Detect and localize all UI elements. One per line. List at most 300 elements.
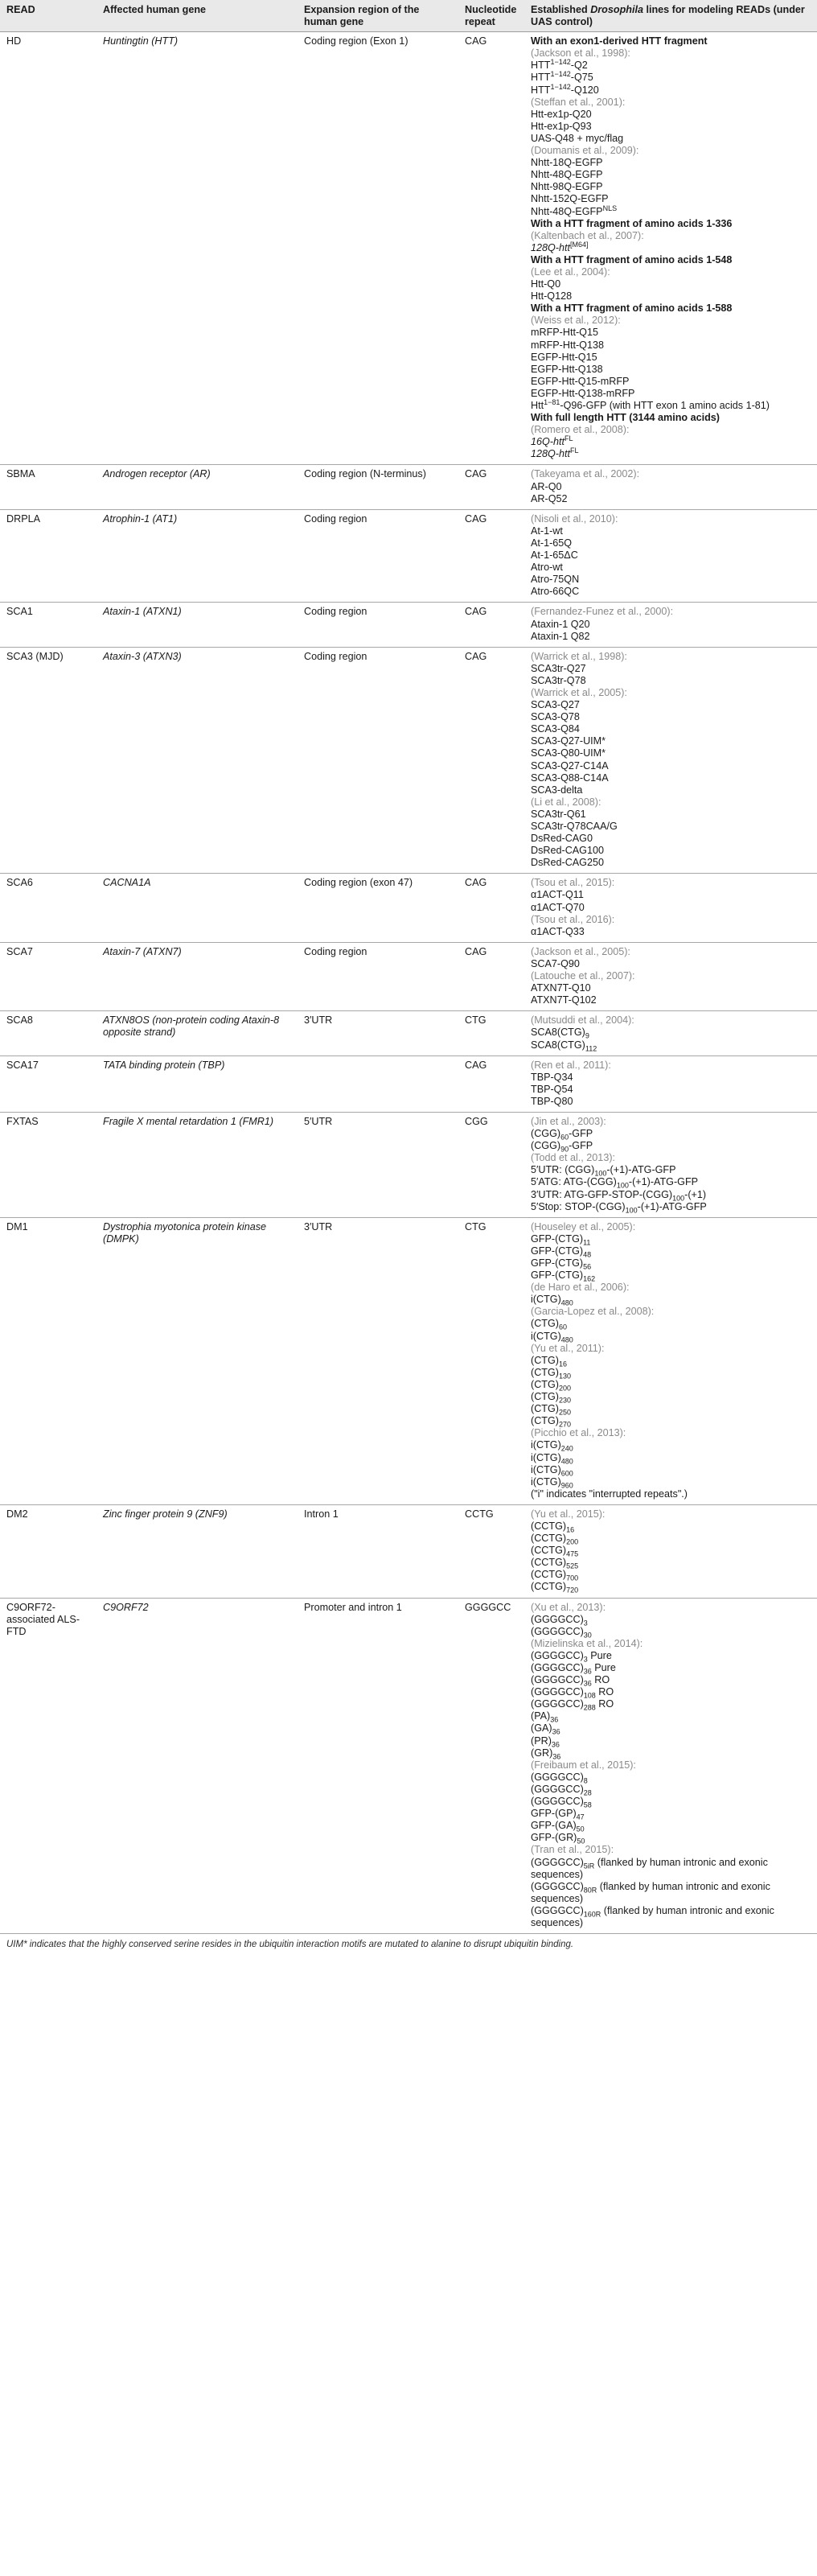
lines-cell	[524, 465, 817, 509]
fly-line	[531, 1832, 811, 1844]
region-cell: Coding region (exon 47)	[298, 874, 458, 942]
citation: (Romero et al., 2008):	[531, 424, 630, 436]
fly-line	[531, 1722, 811, 1734]
fly-line	[531, 72, 811, 84]
line-text: Htt-ex1p-Q20	[531, 108, 592, 120]
fly-line	[531, 352, 811, 364]
lines-cell	[524, 1504, 817, 1598]
lines-cell	[524, 509, 817, 603]
fly-line	[531, 388, 811, 400]
subscript: 36	[552, 1752, 561, 1761]
line-text: DsRed-CAG250	[531, 857, 604, 869]
line-text: (GR)	[531, 1747, 553, 1759]
subscript: 90	[560, 1145, 569, 1154]
subscript: 100	[625, 1206, 638, 1215]
line-text: 5′Stop: STOP-(CGG)	[531, 1200, 626, 1212]
fly-line	[531, 711, 811, 723]
subscript: 100	[594, 1169, 607, 1178]
line-text: SCA3-Q84	[531, 723, 580, 735]
line-text: -(+1)-ATG-GFP	[637, 1200, 707, 1212]
fly-line	[531, 181, 811, 193]
read-cell: SCA17	[0, 1056, 96, 1112]
subscript: 100	[672, 1194, 685, 1203]
fly-line	[531, 376, 811, 388]
fly-line	[531, 364, 811, 376]
gene-cell: C9ORF72	[96, 1598, 298, 1934]
fly-line	[531, 1772, 811, 1784]
fly-line	[531, 784, 811, 796]
citation: (Weiss et al., 2012):	[531, 315, 621, 327]
read-cell: SCA1	[0, 603, 96, 647]
fly-line	[531, 493, 811, 505]
subscript: 240	[560, 1444, 573, 1453]
fly-line	[531, 549, 811, 562]
read-cell: C9ORF72-associated ALS-FTD	[0, 1598, 96, 1934]
citation: (Lee et al., 2004):	[531, 265, 610, 278]
citation: (Warrick et al., 2005):	[531, 686, 627, 698]
line-text: SCA3tr-Q61	[531, 808, 586, 820]
table-body	[0, 32, 817, 1934]
fly-line	[531, 699, 811, 711]
line-text: α1ACT-Q33	[531, 925, 585, 937]
read-cell: SCA7	[0, 942, 96, 1010]
table-row	[0, 603, 817, 647]
line-text: i(CTG)	[531, 1439, 561, 1451]
line-text: Nhtt-152Q-EGFP	[531, 193, 609, 205]
read-cell: SCA8	[0, 1011, 96, 1056]
citation: (Warrick et al., 1998):	[531, 650, 627, 662]
line-text: -GFP	[569, 1140, 593, 1152]
line-text: (CGG)	[531, 1128, 561, 1140]
citation: (Fernandez-Funez et al., 2000):	[531, 606, 674, 618]
fly-line	[531, 1808, 811, 1820]
line-text: SCA8(CTG)	[531, 1027, 585, 1039]
subscript: 3	[583, 1619, 588, 1627]
fly-line	[531, 1686, 811, 1698]
fly-line	[531, 1533, 811, 1545]
citation: (Mizielinska et al., 2014):	[531, 1637, 643, 1649]
region-cell: Coding region	[298, 647, 458, 874]
repeat-cell: CAG	[458, 32, 524, 465]
header-affected-gene: Affected human gene	[96, 0, 298, 32]
repeat-cell: CTG	[458, 1011, 524, 1056]
line-text: (flanked by human intronic and exonic sequences)	[531, 1856, 768, 1880]
citation: (Steffan et al., 2001):	[531, 96, 626, 108]
gene-cell: Zinc finger protein 9 (ZNF9)	[96, 1504, 298, 1598]
fragment-heading: With an exon1-derived HTT fragment	[531, 35, 708, 47]
fly-line	[531, 1626, 811, 1638]
line-text-italic: 128Q-htt	[531, 448, 571, 460]
fly-line	[531, 1674, 811, 1686]
subscript: 475	[566, 1549, 579, 1558]
fly-line	[531, 121, 811, 133]
fly-line	[531, 857, 811, 869]
fly-line	[531, 958, 811, 970]
line-text: (CCTG)	[531, 1569, 567, 1581]
fly-line	[531, 982, 811, 994]
citation: (Tsou et al., 2016):	[531, 913, 615, 925]
line-text: Nhtt-48Q-EGFP	[531, 205, 603, 217]
fragment-heading: With a HTT fragment of amino acids 1-588	[531, 302, 733, 315]
subscript: 60	[560, 1133, 569, 1142]
line-text: SCA3-Q78	[531, 711, 580, 723]
line-text: (CTG)	[531, 1354, 559, 1366]
fly-line	[531, 1557, 811, 1569]
fly-line	[531, 1128, 811, 1140]
fly-line	[531, 663, 811, 675]
repeat-cell: CAG	[458, 1056, 524, 1112]
subscript: 50	[577, 1837, 585, 1846]
lines-cell	[524, 1598, 817, 1934]
line-text: mRFP-Htt-Q15	[531, 327, 598, 339]
citation: (de Haro et al., 2006):	[531, 1282, 630, 1294]
fly-line	[531, 1569, 811, 1581]
table-row	[0, 874, 817, 942]
subscript: 288	[583, 1703, 596, 1712]
line-text: HTT	[531, 84, 551, 96]
fly-line	[531, 1415, 811, 1427]
line-text: EGFP-Htt-Q138-mRFP	[531, 387, 635, 399]
region-cell: Intron 1	[298, 1504, 458, 1598]
line-text: Nhtt-48Q-EGFP	[531, 169, 603, 181]
fly-line	[531, 1820, 811, 1832]
citation: (Xu et al., 2013):	[531, 1601, 606, 1613]
line-text: mRFP-Htt-Q138	[531, 339, 604, 351]
fly-line	[531, 193, 811, 205]
fly-line	[531, 735, 811, 747]
fly-line	[531, 809, 811, 821]
line-text: GFP-(CTG)	[531, 1245, 584, 1257]
table-row	[0, 1056, 817, 1112]
subscript: 36	[552, 1727, 560, 1736]
line-text: RO	[591, 1674, 610, 1686]
superscript: 1−142	[550, 70, 571, 79]
citation: (Takeyama et al., 2002):	[531, 468, 640, 480]
subscript: 108	[583, 1691, 596, 1700]
citation: (Todd et al., 2013):	[531, 1152, 616, 1164]
line-text: (CTG)	[531, 1318, 559, 1330]
line-text: EGFP-Htt-Q15-mRFP	[531, 375, 630, 387]
subscript: 112	[585, 1044, 597, 1053]
line-text: At-1-65Q	[531, 537, 573, 549]
subscript: 56	[583, 1262, 592, 1271]
line-text: Atro-66QC	[531, 586, 580, 598]
fly-line	[531, 1857, 811, 1881]
fly-line	[531, 1476, 811, 1488]
citation: (Houseley et al., 2005):	[531, 1220, 636, 1232]
table-row	[0, 942, 817, 1010]
fly-line	[531, 1403, 811, 1415]
citation: (Latouche et al., 2007):	[531, 970, 635, 982]
fly-line	[531, 1189, 811, 1201]
fly-line	[531, 574, 811, 586]
fly-line	[531, 1796, 811, 1808]
repeat-cell: GGGGCC	[458, 1598, 524, 1934]
citation: (Doumanis et al., 2009):	[531, 145, 639, 157]
subscript: 480	[560, 1298, 573, 1307]
line-text: (GGGGCC)	[531, 1698, 584, 1710]
table-row	[0, 509, 817, 603]
region-cell: Coding region	[298, 603, 458, 647]
subscript: 11	[583, 1238, 591, 1247]
fly-line	[531, 525, 811, 537]
repeat-cell: CAG	[458, 647, 524, 874]
fly-line	[531, 1905, 811, 1929]
superscript: 1−142	[550, 82, 571, 91]
fly-line	[531, 169, 811, 181]
gene-cell: Huntingtin (HTT)	[96, 32, 298, 465]
superscript: FL	[570, 446, 579, 455]
line-text: EGFP-Htt-Q15	[531, 351, 597, 363]
citation: (Tran et al., 2015):	[531, 1844, 614, 1856]
subscript: 700	[566, 1574, 579, 1582]
subscript: 100	[616, 1181, 629, 1190]
line-text: At-1-65ΔC	[531, 549, 578, 562]
fly-line	[531, 397, 811, 412]
fly-line	[531, 1176, 811, 1188]
gene-cell: Androgen receptor (AR)	[96, 465, 298, 509]
subscript: 200	[558, 1384, 572, 1393]
line-text: (GGGGCC)	[531, 1796, 584, 1808]
line-text: (flanked by human intronic and exonic sequences)	[531, 1904, 774, 1928]
region-cell: 3′UTR	[298, 1217, 458, 1504]
line-text: -Q75	[570, 72, 593, 84]
line-text: SCA3-Q27-C14A	[531, 759, 609, 772]
fly-line	[531, 1662, 811, 1674]
line-text: ("i" indicates "interrupted repeats".)	[531, 1488, 688, 1500]
fly-line	[531, 723, 811, 735]
fly-line	[531, 1710, 811, 1722]
line-text: TBP-Q80	[531, 1095, 573, 1107]
repeat-cell: CAG	[458, 942, 524, 1010]
citation: (Kaltenbach et al., 2007):	[531, 229, 644, 241]
line-text: GFP-(CTG)	[531, 1232, 584, 1245]
gene-cell: Ataxin-7 (ATXN7)	[96, 942, 298, 1010]
subscript: 28	[583, 1788, 592, 1797]
fragment-heading: With a HTT fragment of amino acids 1-548	[531, 253, 733, 265]
line-text: (GGGGCC)	[531, 1880, 584, 1892]
fly-line	[531, 1391, 811, 1403]
subscript: 162	[583, 1274, 596, 1283]
fly-line	[531, 1881, 811, 1905]
gene-cell: TATA binding protein (TBP)	[96, 1056, 298, 1112]
line-text: SCA7-Q90	[531, 957, 580, 969]
subscript: 250	[558, 1408, 572, 1417]
header-lines-italic: Drosophila	[590, 4, 643, 15]
line-text: 3′UTR: ATG-GFP-STOP-(CGG)	[531, 1188, 673, 1200]
fly-line	[531, 448, 811, 460]
line-text: (GGGGCC)	[531, 1649, 584, 1661]
line-text: (GGGGCC)	[531, 1613, 584, 1625]
citation: (Yu et al., 2011):	[531, 1342, 605, 1354]
gene-cell: Atrophin-1 (AT1)	[96, 509, 298, 603]
lines-cell	[524, 603, 817, 647]
line-text: SCA3-Q27-UIM*	[531, 735, 606, 747]
fly-line	[531, 1452, 811, 1464]
subscript: 720	[566, 1586, 579, 1595]
fly-line	[531, 562, 811, 574]
line-text: i(CTG)	[531, 1463, 561, 1475]
line-text: RO	[595, 1698, 614, 1710]
line-text: TBP-Q34	[531, 1071, 573, 1083]
fly-line	[531, 1084, 811, 1096]
table-row	[0, 32, 817, 465]
line-text: (CTG)	[531, 1415, 559, 1427]
subscript: 36	[583, 1679, 592, 1688]
subscript: 36	[583, 1667, 592, 1676]
fly-line	[531, 1039, 811, 1051]
citation: (Li et al., 2008):	[531, 796, 601, 808]
line-text: DsRed-CAG100	[531, 845, 604, 857]
header-lines-pre: Established	[531, 4, 591, 15]
fly-line	[531, 1294, 811, 1306]
subscript: 36	[550, 1715, 559, 1724]
table-footnote: UIM* indicates that the highly conserved serine resides in the ubiquitin interaction motifs are mutated to alanine to disrupt ubiquitin binding.	[6, 1940, 574, 1950]
subscript: 36	[551, 1740, 560, 1749]
table-row	[0, 1598, 817, 1934]
subscript: 60	[558, 1323, 567, 1331]
line-text: Atro-75QN	[531, 574, 580, 586]
lines-cell	[524, 942, 817, 1010]
citation: (Jackson et al., 2005):	[531, 945, 630, 957]
line-text: -GFP	[569, 1128, 593, 1140]
subscript: 58	[583, 1800, 592, 1809]
line-text: 5′UTR: (CGG)	[531, 1164, 595, 1176]
table-row	[0, 1011, 817, 1056]
line-text: (CTG)	[531, 1366, 559, 1378]
line-text: GFP-(CTG)	[531, 1269, 584, 1282]
line-text: AR-Q52	[531, 492, 568, 504]
line-text: SCA3tr-Q78	[531, 674, 586, 686]
line-text: GFP-(CTG)	[531, 1257, 584, 1269]
citation: (Mutsuddi et al., 2004):	[531, 1014, 634, 1027]
line-text: i(CTG)	[531, 1294, 561, 1306]
citation: (Jin et al., 2003):	[531, 1115, 606, 1127]
fly-line	[531, 1355, 811, 1367]
line-text: (CCTG)	[531, 1581, 567, 1593]
line-text: SCA8(CTG)	[531, 1039, 585, 1051]
subscript: 480	[560, 1457, 573, 1466]
line-text: SCA3-Q88-C14A	[531, 772, 609, 784]
fly-line	[531, 206, 811, 218]
fly-line	[531, 1650, 811, 1662]
fly-line	[531, 327, 811, 339]
region-cell: 3′UTR	[298, 1011, 458, 1056]
fly-line	[531, 1735, 811, 1747]
line-text: (CCTG)	[531, 1545, 567, 1557]
line-text: ATXN7T-Q102	[531, 994, 597, 1006]
subscript: 50	[576, 1825, 585, 1833]
citation: (Yu et al., 2015):	[531, 1508, 606, 1520]
subscript: 3	[583, 1655, 588, 1664]
line-text: -(+1)-ATG-GFP	[606, 1164, 676, 1176]
gene-cell: Dystrophia myotonica protein kinase (DMPK)	[96, 1217, 298, 1504]
superscript: 1−142	[550, 58, 571, 67]
fly-line	[531, 902, 811, 914]
line-text: Htt-Q0	[531, 278, 561, 290]
line-text: UAS-Q48 + myc/flag	[531, 132, 624, 144]
region-cell: Coding region	[298, 942, 458, 1010]
fly-line	[531, 994, 811, 1006]
subscript: 9	[585, 1031, 589, 1040]
fly-line	[531, 747, 811, 759]
gene-cell: Ataxin-1 (ATXN1)	[96, 603, 298, 647]
line-text: -Q2	[570, 60, 588, 72]
fly-line	[531, 84, 811, 97]
fly-line	[531, 1520, 811, 1533]
line-text: SCA3-Q80-UIM*	[531, 747, 606, 759]
read-cell: SCA3 (MJD)	[0, 647, 96, 874]
region-cell: Coding region (Exon 1)	[298, 32, 458, 465]
line-text: (CCTG)	[531, 1557, 567, 1569]
fly-line	[531, 60, 811, 72]
header-row	[0, 0, 817, 32]
repeat-cell: CTG	[458, 1217, 524, 1504]
line-text: (GGGGCC)	[531, 1904, 584, 1916]
subscript: 30	[583, 1631, 592, 1640]
line-text: Atro-wt	[531, 562, 563, 574]
repeat-cell: CAG	[458, 603, 524, 647]
repeat-cell: CAG	[458, 509, 524, 603]
line-text: -Q96-GFP (with HTT exon 1 amino acids 1-81)	[560, 400, 770, 411]
read-cell: FXTAS	[0, 1112, 96, 1217]
header-lines-post: lines for modeling READs (under UAS control)	[531, 4, 805, 28]
line-text: EGFP-Htt-Q138	[531, 363, 603, 375]
line-text: RO	[595, 1686, 614, 1698]
line-text: (GGGGCC)	[531, 1662, 584, 1673]
lines-cell	[524, 32, 817, 465]
line-text: Htt-ex1p-Q93	[531, 120, 592, 132]
line-text: (CCTG)	[531, 1533, 567, 1545]
fly-line	[531, 278, 811, 290]
header-read: READ	[0, 0, 96, 32]
subscript: 480	[560, 1335, 573, 1344]
read-cell: SCA6	[0, 874, 96, 942]
line-text: SCA3tr-Q78CAA/G	[531, 821, 618, 832]
subscript: 525	[566, 1562, 579, 1570]
line-text: -Q120	[570, 84, 599, 96]
fly-line	[531, 1245, 811, 1257]
subscript: 960	[560, 1481, 573, 1490]
line-text: Nhtt-98Q-EGFP	[531, 181, 603, 193]
line-text: (GGGGCC)	[531, 1686, 584, 1698]
subscript: 16	[558, 1360, 567, 1368]
table-row	[0, 1112, 817, 1217]
line-text: ATXN7T-Q10	[531, 982, 591, 994]
fly-line	[531, 1464, 811, 1476]
line-text: Htt	[531, 400, 544, 411]
line-text: TBP-Q54	[531, 1083, 573, 1095]
gene-cell: ATXN8OS (non-protein coding Ataxin-8 opposite strand)	[96, 1011, 298, 1056]
line-text-italic: 16Q-htt	[531, 436, 565, 448]
header-nucleotide-repeat: Nucleotide repeat	[458, 0, 524, 32]
fly-line	[531, 157, 811, 169]
line-text: (CTG)	[531, 1378, 559, 1390]
fly-line	[531, 1233, 811, 1245]
line-text: (flanked by human intronic and exonic sequences)	[531, 1880, 770, 1904]
lines-cell	[524, 874, 817, 942]
gene-cell: CACNA1A	[96, 874, 298, 942]
citation: (Freibaum et al., 2015):	[531, 1759, 636, 1771]
citation: (Nisoli et al., 2010):	[531, 512, 618, 525]
fly-line	[531, 1488, 811, 1500]
line-text: i(CTG)	[531, 1330, 561, 1342]
fly-line	[531, 772, 811, 784]
fly-line	[531, 1072, 811, 1084]
line-text: GFP-(GA)	[531, 1820, 577, 1832]
subscript: 47	[576, 1813, 585, 1821]
table-row	[0, 1504, 817, 1598]
